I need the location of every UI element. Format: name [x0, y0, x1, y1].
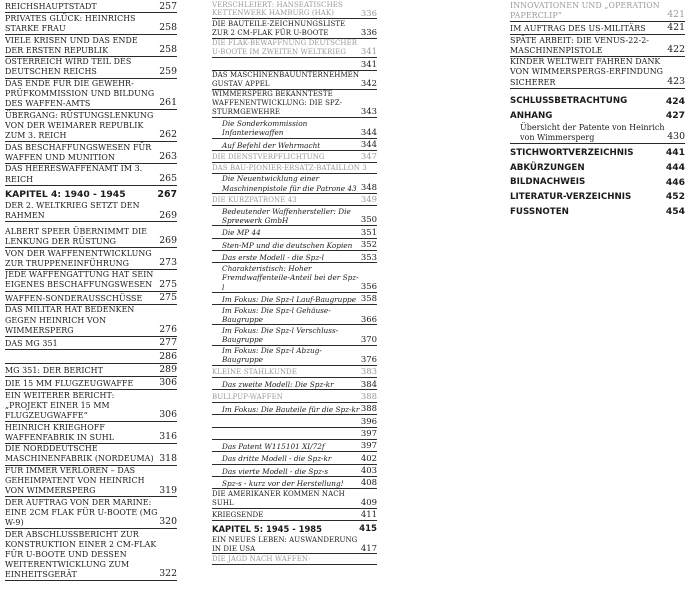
toc-entry[interactable]	[212, 536, 377, 555]
toc-entry[interactable]	[212, 366, 377, 378]
toc-entry[interactable]	[212, 453, 377, 465]
toc-entry[interactable]	[212, 252, 377, 264]
page-number: 452	[665, 191, 685, 203]
page-number: 383	[360, 366, 377, 377]
entry-title: DIE DIENSTVERPFLICHTUNG	[212, 153, 325, 162]
page-number: 320	[159, 516, 177, 528]
page-number: 402	[360, 452, 377, 463]
page-number: 422	[667, 43, 685, 55]
entry-title: DIE AMERIKANER KOMMEN NACH SUHL	[212, 489, 345, 507]
toc-section-heading[interactable]	[510, 147, 685, 159]
page-number: 319	[159, 484, 177, 496]
page-number: 263	[159, 151, 177, 163]
page-number: 397	[360, 428, 377, 439]
toc-section-heading[interactable]	[510, 177, 685, 189]
entry-title: KAPITEL 4: 1940 - 1945	[5, 188, 126, 200]
page-number: 353	[360, 251, 377, 262]
toc-entry[interactable]	[5, 337, 177, 350]
page-number: 408	[360, 477, 377, 488]
page-number: 396	[360, 415, 377, 426]
page-number: 258	[159, 22, 177, 34]
page-number: 441	[665, 147, 685, 159]
page-number: 275	[159, 292, 177, 304]
page-number: 430	[667, 131, 685, 143]
page-number: 318	[159, 452, 177, 464]
toc-entry[interactable]	[5, 143, 177, 164]
toc-entry[interactable]	[212, 1, 377, 20]
toc-entry[interactable]	[5, 530, 177, 582]
page-number: 286	[159, 350, 177, 362]
toc-entry[interactable]	[5, 305, 177, 336]
entry-title: KRIEGSENDE	[212, 511, 264, 520]
entry-title: REICHSHAUPTSTADT	[5, 2, 97, 12]
toc-entry[interactable]	[212, 555, 377, 565]
page-number: 275	[159, 278, 177, 290]
page-number: 444	[665, 161, 685, 173]
entry-title: Die Neuentwicklung einer Maschinenpistole für die Patrone 43	[222, 174, 357, 193]
page-number: 322	[159, 568, 177, 580]
page-number: 352	[360, 239, 377, 250]
entry-title: Im Fokus: Die Spz-l Abzug-Baugruppe	[222, 346, 322, 365]
toc-section-heading[interactable]	[510, 191, 685, 203]
entry-title: BULLPUP-WAFFEN	[212, 392, 283, 401]
entry-title: Das erste Modell - die Spz-l	[222, 253, 324, 263]
entry-title: DAS MILITÄR HAT BEDENKEN GEGEN HEINRICH VON WIMMERSPERG	[5, 305, 135, 335]
toc-entry[interactable]	[212, 164, 377, 174]
page-number: 336	[360, 26, 377, 37]
entry-title: EIN WEITERER BERICHT: „PROJEKT EINER 15 MM FLUGZEUGWAFFE“	[5, 390, 115, 421]
toc-entry[interactable]	[510, 1, 685, 22]
page-number: 384	[360, 378, 377, 389]
page-number: 316	[159, 430, 177, 442]
toc-section-heading[interactable]	[510, 162, 685, 174]
entry-title: BILDNACHWEIS	[510, 177, 586, 188]
toc-entry[interactable]	[212, 477, 377, 489]
toc-entry[interactable]	[212, 440, 377, 452]
page-number: 258	[159, 43, 177, 55]
spacer	[5, 222, 177, 226]
entry-title: ÖSTERREICH WIRD TEIL DES DEUTSCHEN REICHS	[5, 57, 132, 77]
page-number: 423	[667, 75, 685, 87]
toc-entry[interactable]	[5, 57, 177, 78]
toc-entry[interactable]	[212, 346, 377, 366]
toc-entry[interactable]	[212, 490, 377, 509]
entry-title: DIE NORDDEUTSCHE MASCHINENFABRIK (NORDEUMA)	[5, 444, 154, 464]
toc-entry[interactable]	[212, 509, 377, 521]
entry-title: IM AUFTRAG DES US-MILITÄRS	[510, 24, 646, 33]
entry-title: INNOVATIONEN UND „OPERATION PAPERCLIP“	[510, 0, 660, 20]
entry-title: Spz-s - kurz vor der Herstellung!	[222, 479, 344, 488]
page-number: 276	[159, 323, 177, 335]
toc-entry[interactable]	[212, 139, 377, 151]
entry-title: EIN NEUES LEBEN: AUSWANDERUNG IN DIE USA	[212, 535, 358, 553]
entry-title: DAS HEERESWAFFENAMT IM 3. REICH	[5, 164, 143, 184]
toc-entry[interactable]	[5, 498, 177, 529]
entry-title: WIMMERSPERG BEKANNTESTE WAFFENENTWICKLUNG: DIE SPZ-STURMGEWEHRE	[212, 90, 343, 117]
toc-column-right	[510, 0, 685, 598]
page-number: 421	[667, 8, 685, 20]
entry-title: Auf Befehl der Wehrmacht	[222, 140, 321, 150]
entry-title: KAPITEL 5: 1945 - 1985	[212, 524, 322, 535]
toc-entry[interactable]	[5, 444, 177, 465]
entry-title: Charakteristisch: Hoher Fremdwaffenteile-Anteil bei der Spz-l	[222, 263, 359, 292]
entry-title: Im Fokus: Die Spz-l Verschluss-Baugruppe	[222, 325, 339, 345]
toc-column-left	[5, 0, 177, 598]
page-number: 341	[360, 58, 377, 69]
toc-entry[interactable]	[5, 364, 177, 377]
entry-title: ABKÜRZUNGEN	[510, 162, 585, 173]
page-number: 388	[360, 390, 377, 401]
entry-title: KLEINE STAHLKUNDE	[212, 368, 298, 377]
page-number: 277	[159, 337, 177, 349]
entry-title: Die Sonderkommission Infanteriewaffen	[222, 118, 308, 138]
toc-entry[interactable]	[212, 71, 377, 90]
toc-column-middle	[212, 0, 377, 598]
entry-title: MG 351: DER BERICHT	[5, 365, 103, 375]
toc-section-heading[interactable]	[510, 206, 685, 218]
entry-title: ÜBERGANG: RÜSTUNGSLENKUNG VON DER WEIMARER REPUBLIK ZUM 3. REICH	[5, 110, 154, 141]
toc-entry[interactable]	[212, 293, 377, 305]
entry-title: KINDER WELTWEIT FAHREN DANK VON WIMMERSPERGS-ERFINDUNG SICHERER	[510, 57, 664, 87]
entry-title: Im Fokus: Die Bauteile für die Spz-kr	[222, 404, 360, 414]
page-number: 348	[360, 181, 377, 192]
entry-title: STICHWORTVERZEICHNIS	[510, 147, 634, 158]
entry-title: VIELE KRISEN UND DAS ENDE DER ERSTEN REPUBLIK	[5, 35, 138, 55]
entry-title: Die MP 44	[222, 228, 261, 238]
entry-title: DAS ENDE FÜR DIE GEWEHR-PRÜFKOMMISSION UND BILDUNG DES WAFFEN-AMTS	[5, 79, 155, 109]
entry-title: Übersicht der Patente von Heinrich von Wimmersperg	[520, 122, 665, 142]
page-number: 259	[159, 65, 177, 77]
toc-entry[interactable]	[212, 428, 377, 440]
page-number: 306	[159, 409, 177, 421]
toc-entry[interactable]	[5, 351, 177, 364]
page-number: 343	[360, 106, 377, 117]
entry-title: PRIVATES GLÜCK: HEINRICHS STARKE FRAU	[5, 13, 136, 33]
toc-entry[interactable]	[5, 292, 177, 305]
entry-title: DIE FLAK-BEWAFFNUNG DEUTSCHER U-BOOTE IM ZWEITEN WELTKRIEG	[212, 39, 358, 57]
page-number: 446	[665, 176, 685, 188]
toc-entry[interactable]	[212, 90, 377, 118]
toc-entry[interactable]	[212, 59, 377, 71]
page-number: 265	[159, 172, 177, 184]
toc-entry[interactable]	[212, 391, 377, 403]
entry-title: Das dritte Modell - die Spz-kr	[222, 454, 332, 464]
entry-title: SPÄTE ARBEIT: DIE VENUS-22-2-MASCHINENPISTOLE	[510, 35, 650, 55]
page-number: 409	[360, 496, 377, 507]
entry-title: FÜR IMMER VERLOREN – DAS GEHEIMPATENT VON HEINRICH VON WIMMERSPERG	[5, 466, 145, 496]
toc-entry[interactable]	[5, 1, 177, 14]
toc-section-heading[interactable]	[5, 189, 177, 201]
toc-entry[interactable]	[212, 20, 377, 39]
toc-entry[interactable]	[5, 249, 177, 270]
page-number: 347	[360, 151, 377, 162]
toc-entry[interactable]	[5, 36, 177, 57]
page-number: 388	[360, 403, 377, 414]
entry-title: DIE KURZPATRONE 43	[212, 196, 297, 205]
page-number: 349	[360, 194, 377, 205]
toc-entry[interactable]	[5, 466, 177, 497]
toc-section-heading[interactable]	[212, 524, 377, 535]
entry-title: DER 2. WELTKRIEG SETZT DEN RAHMEN	[5, 201, 140, 221]
toc-entry[interactable]	[212, 465, 377, 477]
toc-entry[interactable]	[212, 379, 377, 391]
entry-title: Sten-MP und die deutschen Kopien	[222, 240, 353, 250]
entry-title: Im Fokus: Die Spz-l Gehäuse-Baugruppe	[222, 305, 331, 325]
entry-title: DAS MASCHINENBAUUNTERNEHMEN GUSTAV APPEL	[212, 71, 360, 89]
page-number: 350	[360, 214, 377, 225]
toc-entry[interactable]	[5, 79, 177, 110]
page-number: 289	[159, 364, 177, 376]
toc-entry[interactable]	[5, 377, 177, 390]
page-number: 344	[360, 126, 377, 137]
page-number: 427	[665, 110, 685, 122]
toc-entry[interactable]	[510, 123, 685, 144]
page-number: 257	[159, 0, 177, 12]
entry-title: SCHLUSSBETRACHTUNG	[510, 96, 628, 107]
page-number: 356	[360, 281, 377, 292]
toc-entry[interactable]	[5, 14, 177, 35]
page-number: 262	[159, 129, 177, 141]
toc-entry[interactable]	[5, 227, 177, 248]
entry-title: Das Patent W115101 XI/72f	[222, 441, 325, 451]
page-number: 415	[359, 524, 377, 535]
entry-title: DIE JAGD NACH WAFFEN-	[212, 554, 311, 563]
toc-entry[interactable]	[212, 151, 377, 163]
page-number: 397	[360, 440, 377, 451]
page-number: 366	[360, 313, 377, 324]
entry-title: ANHANG	[510, 111, 553, 122]
entry-title: Im Fokus: Die Spz-l Lauf-Baugruppe	[222, 294, 357, 304]
toc-section-heading[interactable]	[510, 96, 685, 108]
page-number: 424	[665, 95, 685, 107]
entry-title: DAS BESCHAFFUNGSWESEN FÜR WAFFEN UND MUNITION	[5, 142, 152, 162]
entry-title: ALBERT SPEER ÜBERNIMMT DIE LENKUNG DER RÜSTUNG	[5, 226, 148, 246]
toc-entry[interactable]	[212, 264, 377, 293]
page-number: 344	[360, 139, 377, 149]
toc-entry[interactable]	[510, 57, 685, 88]
toc-entry[interactable]	[212, 416, 377, 428]
toc-entry[interactable]	[212, 39, 377, 58]
toc-entry[interactable]	[5, 201, 177, 222]
toc-entry[interactable]	[5, 270, 177, 291]
page-number: 306	[159, 377, 177, 389]
entry-title: LITERATUR-VERZEICHNIS	[510, 192, 632, 203]
page-number: 421	[667, 22, 685, 34]
entry-title: HEINRICH KRIEGHOFF WAFFENFABRIK IN SUHL	[5, 422, 115, 442]
toc-entry[interactable]	[212, 239, 377, 251]
page-number: 261	[159, 97, 177, 109]
toc-entry[interactable]	[212, 403, 377, 415]
page-number: 269	[159, 235, 177, 247]
page-number: 342	[360, 78, 377, 89]
page-number: 269	[159, 209, 177, 221]
toc-entry[interactable]	[5, 391, 177, 422]
toc-section-heading[interactable]	[510, 110, 685, 122]
page-number: 267	[157, 188, 177, 200]
page-number: 403	[360, 465, 377, 476]
entry-title: DER AUFTRAG VON DER MARINE: EINE 2CM FLAK FÜR U-BOOTE (MG W-9)	[5, 497, 158, 528]
entry-title: Bedeutender Waffenhersteller: Die Spreewerk GmbH	[222, 206, 351, 226]
page-number: 411	[360, 509, 377, 520]
page-number: 351	[360, 226, 377, 237]
entry-title: VON DER WAFFENENTWICKLUNG ZUR TRUPPENEINFÜHRUNG	[5, 248, 152, 268]
toc-entry[interactable]	[5, 423, 177, 444]
toc-entry[interactable]	[510, 36, 685, 57]
toc-entry[interactable]	[212, 227, 377, 239]
entry-title: FUSSNOTEN	[510, 206, 569, 217]
toc-entry[interactable]	[212, 306, 377, 326]
entry-title: DAS BAU-PIONIER-ERSATZ-BATAILLON 3	[212, 163, 367, 172]
entry-title: Das zweite Modell: Die Spz-kr	[222, 380, 334, 390]
entry-title: DER ABSCHLUSSBERICHT ZUR KONSTRUKTION EINER 2 CM-FLAK FÜR U-BOOTE UND DESSEN WEITERENTWICKLUNG ZUM EINHEITSGERÄT	[5, 529, 157, 580]
page-number: 454	[665, 206, 685, 218]
entry-title: DIE 15 MM FLUGZEUGWAFFE	[5, 379, 134, 389]
entry-title: DAS MG 351	[5, 339, 58, 349]
page-number: 358	[360, 293, 377, 304]
toc-entry[interactable]	[510, 22, 685, 35]
page-number: 417	[360, 542, 377, 553]
entry-title: WAFFEN-SONDERAUSSCHÜSSE	[5, 293, 143, 303]
toc-entry[interactable]	[5, 164, 177, 185]
toc-entry[interactable]	[212, 207, 377, 227]
toc-entry[interactable]	[212, 326, 377, 346]
page-number: 341	[360, 46, 377, 57]
toc-entry[interactable]	[212, 174, 377, 194]
entry-title: VERSCHLEIERT: HANSEATISCHES KETTENWERK HAMBURG (HAK)	[212, 0, 343, 18]
page-number: 376	[360, 353, 377, 364]
spacer	[510, 89, 685, 93]
page-number: 370	[360, 333, 377, 344]
toc-entry[interactable]	[5, 111, 177, 142]
toc-entry[interactable]	[212, 119, 377, 139]
page-number: 336	[360, 7, 377, 18]
entry-title: JEDE WAFFENGATTUNG HAT SEIN EIGENES BESCHAFFUNGSWESEN	[5, 270, 154, 290]
entry-title: Das vierte Modell - die Spz-s	[222, 466, 329, 476]
entry-title: DIE BAUTEILE-ZEICHNUNGSLISTE ZUR 2 CM-FLAK FÜR U-BOOTE	[212, 19, 346, 37]
page-number: 273	[159, 256, 177, 268]
toc-entry[interactable]	[212, 194, 377, 206]
